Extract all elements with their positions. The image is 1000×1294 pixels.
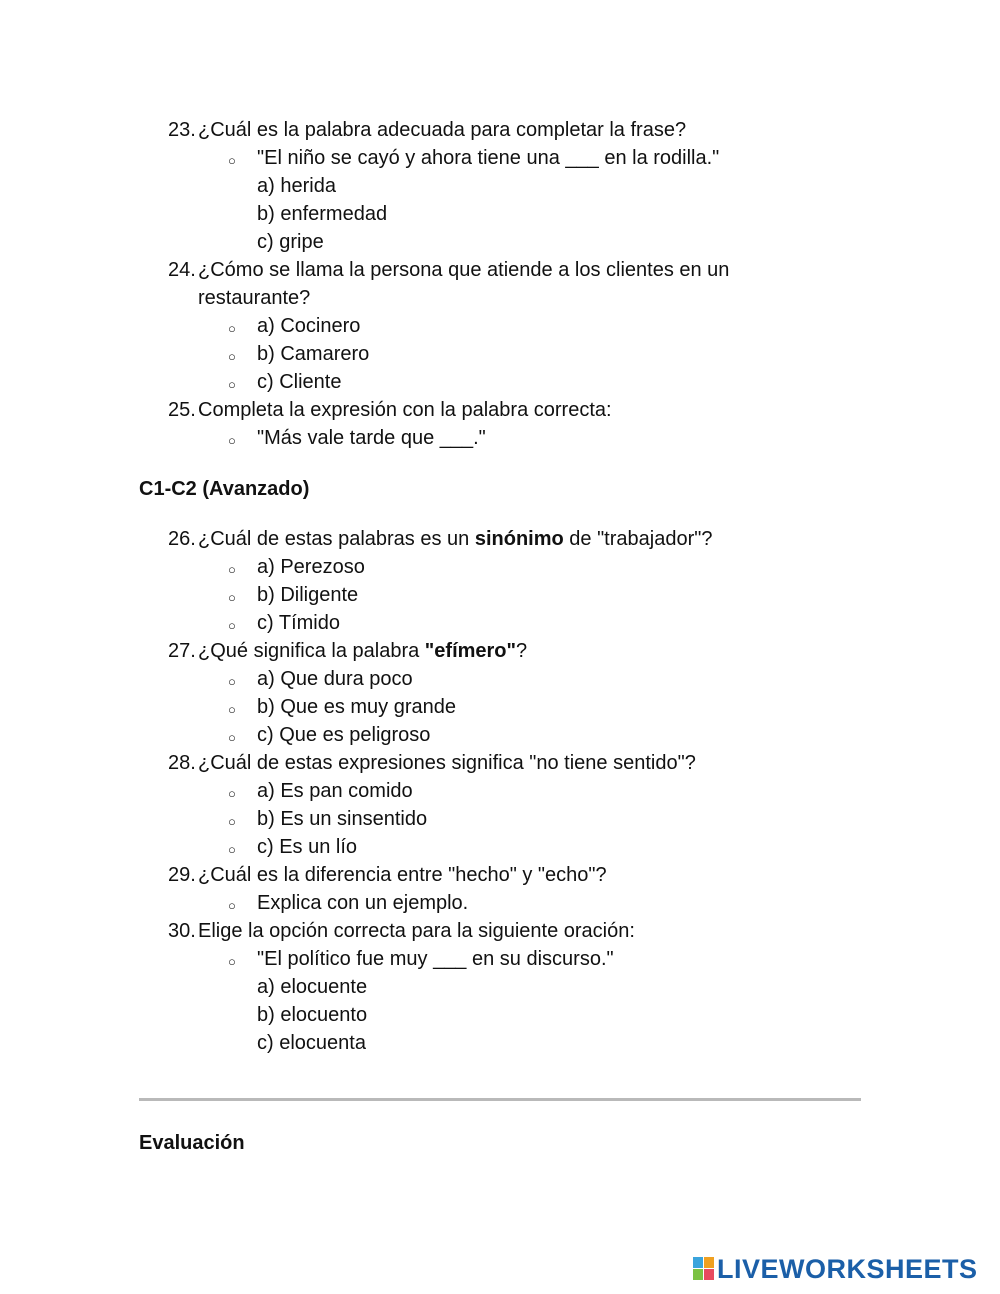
question-text: ¿Cuál es la palabra adecuada para completar la frase? [198, 119, 687, 141]
logo-text: LIVEWORKSHEETS [717, 1253, 978, 1284]
bullet-icon: ○ [228, 590, 236, 605]
question-number: 28. [168, 752, 196, 774]
bullet-icon: ○ [228, 377, 236, 392]
question-text: ¿Cuál es la diferencia entre "hecho" y "echo"? [198, 864, 607, 886]
question-number: 27. [168, 640, 196, 662]
question-text: Elige la opción correcta para la siguiente oración: [198, 920, 635, 942]
bullet-icon: ○ [228, 349, 236, 364]
question-number: 29. [168, 864, 196, 886]
bullet-icon: ○ [228, 153, 236, 168]
option-c: c) elocuenta [257, 1032, 366, 1054]
option-b: b) enfermedad [257, 203, 388, 225]
horizontal-divider [139, 1098, 861, 1101]
bullet-icon: ○ [228, 562, 236, 577]
option-b: b) Diligente [257, 584, 359, 606]
bullet-icon: ○ [228, 898, 236, 913]
bullet-icon: ○ [228, 618, 236, 633]
option-c: c) gripe [257, 231, 324, 253]
bullet-icon: ○ [228, 954, 236, 969]
option-a: a) Cocinero [257, 315, 361, 337]
option-c: c) Es un lío [257, 836, 358, 858]
emphasized-word: "efímero" [424, 640, 517, 662]
question-text: ¿Cuál de estas expresiones significa "no tiene sentido"? [198, 752, 696, 774]
question-number: 30. [168, 920, 196, 942]
question-text: ¿Qué significa la palabra "efímero"? [198, 640, 528, 662]
section-heading: C1-C2 (Avanzado) [139, 478, 310, 500]
bullet-icon: ○ [228, 786, 236, 801]
bullet-icon: ○ [228, 842, 236, 857]
question-text: Completa la expresión con la palabra correcta: [198, 399, 612, 421]
bullet-icon: ○ [228, 433, 236, 448]
liveworksheets-logo [693, 1254, 978, 1284]
option-a: a) Que dura poco [257, 668, 413, 690]
bullet-icon: ○ [228, 674, 236, 689]
option-c: c) Que es peligroso [257, 724, 431, 746]
sub-instruction: Explica con un ejemplo. [257, 892, 469, 914]
option-a: a) Perezoso [257, 556, 365, 578]
question-text-continued: restaurante? [198, 287, 311, 309]
option-a: a) herida [257, 175, 336, 197]
option-b: b) Camarero [257, 343, 370, 365]
option-b: b) Que es muy grande [257, 696, 456, 718]
option-a: a) elocuente [257, 976, 368, 998]
question-number: 25. [168, 399, 196, 421]
question-sentence: "El político fue muy ___ en su discurso." [257, 948, 614, 970]
bullet-icon: ○ [228, 702, 236, 717]
option-b: b) elocuento [257, 1004, 368, 1026]
question-text: ¿Cuál de estas palabras es un sinónimo de "trabajador"? [198, 528, 713, 550]
bullet-icon: ○ [228, 321, 236, 336]
bullet-icon: ○ [228, 814, 236, 829]
emphasized-word: sinónimo [474, 528, 564, 550]
question-number: 23. [168, 119, 196, 141]
option-c: c) Tímido [257, 612, 340, 634]
question-sentence: "El niño se cayó y ahora tiene una ___ en la rodilla." [257, 147, 720, 169]
question-sentence: "Más vale tarde que ___." [257, 427, 486, 449]
option-b: b) Es un sinsentido [257, 808, 428, 830]
option-c: c) Cliente [257, 371, 342, 393]
bullet-icon: ○ [228, 730, 236, 745]
evaluation-heading: Evaluación [139, 1132, 245, 1154]
question-number: 26. [168, 528, 196, 550]
question-text: ¿Cómo se llama la persona que atiende a los clientes en un [198, 259, 730, 281]
question-number: 24. [168, 259, 196, 281]
logo-mark-icon [693, 1257, 715, 1281]
option-a: a) Es pan comido [257, 780, 413, 802]
